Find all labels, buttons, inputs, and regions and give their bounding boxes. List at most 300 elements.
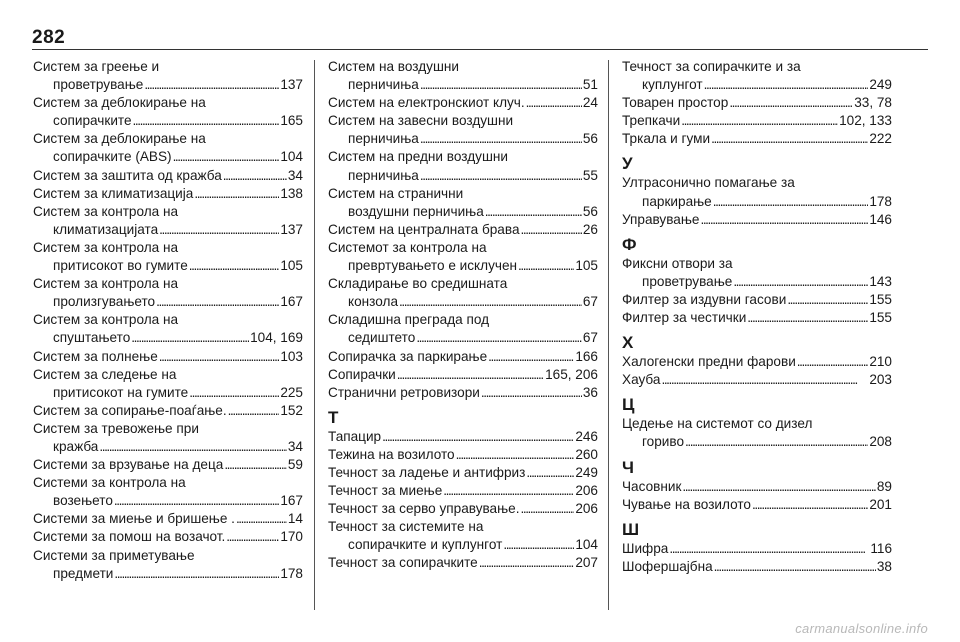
index-entry[interactable]: [328, 94, 598, 112]
dot-leader: [99, 438, 287, 456]
index-entry-line: [328, 554, 598, 572]
index-entry-text: Фиксни отвори за: [622, 255, 733, 271]
index-entry-pages[interactable]: 105: [280, 258, 303, 274]
index-entry-text: Системи за помош на возачот.: [33, 529, 226, 545]
index-entry-text: Течност за системите на: [328, 519, 484, 535]
index-entry-text: Сопирачка за паркирање: [328, 348, 488, 364]
index-entry-pages[interactable]: 104: [575, 537, 598, 553]
index-entry-pages[interactable]: 105: [575, 258, 598, 274]
dot-leader: [189, 257, 280, 275]
index-entry-text: Течност за сопирачките и за: [622, 59, 801, 74]
index-entry-line: [328, 311, 598, 329]
dot-leader: [224, 456, 287, 474]
index-entry[interactable]: [622, 496, 892, 514]
index-letter-heading: Ф: [622, 234, 637, 254]
index-entry-pages[interactable]: 89: [876, 478, 892, 494]
index-entry-text: Систем на воздушни: [328, 59, 459, 74]
index-entry-line: [622, 371, 892, 389]
index-entry-text: Систем за заштита од кражба: [33, 167, 222, 183]
dot-leader: [226, 528, 279, 546]
index-entry-text: седиштето: [348, 330, 416, 346]
index-entry-text: спуштањето: [53, 330, 131, 346]
index-entry-text: притисокот на гумите: [53, 384, 189, 400]
index-entry[interactable]: [328, 446, 598, 464]
index-entry-pages[interactable]: 225: [280, 384, 303, 400]
index-entry-line: [33, 167, 303, 185]
index-entry-pages[interactable]: 102, 133: [839, 113, 892, 129]
index-entry-pages[interactable]: 210: [869, 354, 892, 370]
index-entry-text: Хауба: [622, 372, 661, 388]
index-entry-line: [622, 273, 892, 291]
index-entry-pages[interactable]: 201: [869, 496, 892, 512]
index-entry[interactable]: [33, 275, 303, 311]
index-entry-text: паркирање: [642, 193, 712, 209]
index-entry-line: [33, 203, 303, 221]
dot-leader: [669, 540, 869, 558]
index-entry[interactable]: [328, 428, 598, 446]
index-entry-line: [328, 482, 598, 500]
index-entry-pages[interactable]: 104, 169: [250, 330, 303, 346]
index-entry-pages[interactable]: 249: [869, 77, 892, 93]
index-entry-pages[interactable]: 152: [280, 402, 303, 418]
index-entry-pages[interactable]: 36: [582, 384, 598, 400]
dot-leader: [399, 293, 582, 311]
index-entry[interactable]: [622, 478, 892, 496]
dot-leader: [711, 130, 868, 148]
dot-leader: [114, 565, 279, 583]
index-entry-pages[interactable]: 137: [280, 221, 303, 237]
index-entry-pages[interactable]: 24: [582, 95, 598, 111]
index-entry-text: Тркала и гуми: [622, 131, 711, 147]
index-entry-line: [328, 221, 598, 239]
index-entry[interactable]: [33, 420, 303, 456]
index-entry-line: [622, 415, 892, 433]
index-entry[interactable]: [328, 500, 598, 518]
index-entry-pages[interactable]: 38: [876, 558, 892, 574]
index-entry-line: [328, 384, 598, 402]
index-entry-line: [328, 239, 598, 257]
index-entry-pages[interactable]: 207: [575, 555, 598, 571]
dot-leader: [747, 309, 868, 327]
index-entry[interactable]: [622, 540, 892, 558]
index-entry[interactable]: [622, 211, 892, 229]
dot-leader: [223, 167, 287, 185]
index-entry-text: Систем за контрола на: [33, 276, 179, 292]
index-entry-text: Складирање во средишната: [328, 276, 508, 292]
dot-leader: [521, 221, 582, 239]
index-entry-text: Чување на возилото: [622, 496, 751, 512]
index-entry-line: [33, 565, 303, 583]
index-entry-text: сопирачките: [53, 113, 132, 129]
index-entry-line: [328, 185, 598, 203]
index-entry-pages[interactable]: 167: [280, 294, 303, 310]
index-letter-heading: У: [622, 154, 633, 174]
index-entry-text: гориво: [642, 434, 685, 450]
index-entry-line: [328, 500, 598, 518]
dot-leader: [131, 329, 249, 347]
index-entry-line: [33, 492, 303, 510]
index-entry-pages[interactable]: 14: [287, 511, 303, 527]
dot-leader: [443, 482, 574, 500]
dot-leader: [661, 371, 868, 389]
index-entry-pages[interactable]: 165, 206: [545, 366, 598, 382]
index-entry-text: Систем за контрола на: [33, 239, 179, 255]
index-entry-line: [328, 464, 598, 482]
index-entry-line: [328, 329, 598, 347]
dot-leader: [682, 478, 875, 496]
index-entry-line: [622, 291, 892, 309]
index-column-2: [328, 58, 598, 573]
index-entry-text: Сопирачки: [328, 366, 396, 382]
index-entry[interactable]: [33, 185, 303, 203]
index-entry-line: [328, 428, 598, 446]
dot-leader: [420, 130, 582, 148]
index-entry[interactable]: [33, 528, 303, 546]
index-entry[interactable]: [328, 554, 598, 572]
index-entry-line: [622, 193, 892, 211]
index-entry-text: пролизгувањето: [53, 294, 156, 310]
index-entry-pages[interactable]: 203: [869, 372, 892, 388]
index-entry[interactable]: [33, 203, 303, 239]
dot-leader: [133, 112, 280, 130]
index-entry-pages[interactable]: 143: [869, 273, 892, 289]
dot-leader: [521, 500, 575, 518]
dot-leader: [481, 384, 582, 402]
index-entry-line: [33, 402, 303, 420]
index-column-3: [622, 58, 892, 576]
index-entry-text: Халогенски предни фарови: [622, 354, 796, 370]
index-entry-text: Систем за сопирање-поаѓање.: [33, 402, 227, 418]
watermark: carmanualsonline.info: [795, 621, 928, 636]
index-entry-line: [328, 112, 598, 130]
index-entry-line: [33, 311, 303, 329]
dot-leader: [420, 76, 582, 94]
dot-leader: [681, 112, 838, 130]
index-entry-line: [328, 257, 598, 275]
index-entry[interactable]: [328, 518, 598, 554]
index-entry-line: [328, 130, 598, 148]
index-entry-pages[interactable]: 208: [869, 434, 892, 450]
index-entry-pages[interactable]: 59: [287, 457, 303, 473]
index-entry-text: Систем за тревожење при: [33, 420, 199, 436]
dot-leader: [144, 76, 279, 94]
index-entry-line: [33, 112, 303, 130]
index-entry[interactable]: [33, 167, 303, 185]
index-entry-text: Системи за миење и бришење .: [33, 511, 235, 527]
index-entry-line: [328, 76, 598, 94]
dot-leader: [416, 329, 582, 347]
dot-leader: [420, 167, 582, 185]
index-entry-text: перничиња: [348, 167, 419, 183]
index-entry-line: [622, 433, 892, 451]
index-entry-line: [33, 148, 303, 166]
index-entry[interactable]: [328, 366, 598, 384]
column-divider: [314, 60, 315, 610]
index-entry[interactable]: [328, 482, 598, 500]
index-entry-text: возењето: [53, 493, 113, 509]
index-entry-text: Шофершајбна: [622, 558, 713, 574]
index-entry-text: Систем на електронскиот клуч.: [328, 95, 525, 111]
index-entry-line: [33, 547, 303, 565]
index-entry-pages[interactable]: 56: [582, 131, 598, 147]
index-entry-pages[interactable]: 33, 78: [854, 95, 892, 111]
dot-leader: [173, 148, 280, 166]
index-entry-pages[interactable]: 170: [280, 529, 303, 545]
dot-leader: [159, 348, 280, 366]
index-entry-pages[interactable]: 104: [280, 149, 303, 165]
index-entry-line: [33, 420, 303, 438]
index-entry-text: Течност за сопирачките: [328, 555, 478, 571]
page-number: 282: [32, 27, 66, 48]
dot-leader: [518, 257, 574, 275]
index-entry-text: превртувањето е исклучен: [348, 258, 518, 274]
dot-leader: [752, 496, 868, 514]
index-entry-text: Систем на странични: [328, 185, 464, 201]
dot-leader: [797, 353, 869, 371]
index-entry-pages[interactable]: 178: [280, 565, 303, 581]
index-entry[interactable]: [33, 348, 303, 366]
dot-leader: [704, 76, 869, 94]
index-entry-text: Системи за врзување на деца: [33, 457, 224, 473]
index-entry-pages[interactable]: 34: [287, 167, 303, 183]
index-entry-text: Тапацир: [328, 428, 382, 444]
dot-leader: [159, 221, 279, 239]
index-entry-text: Складишна преграда под: [328, 312, 490, 328]
index-entry-text: Цедење на системот со дизел: [622, 416, 813, 432]
index-entry-text: куплунгот: [642, 77, 703, 93]
index-entry[interactable]: [622, 371, 892, 389]
index-entry-text: сопирачките (ABS): [53, 149, 172, 165]
index-entry-pages[interactable]: 67: [582, 330, 598, 346]
index-entry-text: Течност за ладење и антифриз: [328, 464, 526, 480]
index-entry-text: Системи за контрола на: [33, 475, 186, 491]
index-entry-text: Систем за деблокирање на: [33, 95, 206, 111]
index-entry-line: [622, 76, 892, 94]
index-entry-text: проветрување: [53, 77, 144, 93]
index-entry-text: Систем за полнење: [33, 348, 158, 364]
index-entry-text: конзола: [348, 294, 399, 310]
dot-leader: [787, 291, 868, 309]
index-entry-line: [328, 94, 598, 112]
index-letter-heading: Ч: [622, 457, 634, 477]
dot-leader: [189, 384, 279, 402]
index-entry-line: [33, 510, 303, 528]
index-entry-text: Ултрасонично помагање за: [622, 175, 795, 191]
index-entry-pages[interactable]: 116: [870, 540, 892, 556]
index-entry-text: предмети: [53, 565, 114, 581]
index-entry[interactable]: [328, 58, 598, 94]
index-entry-pages[interactable]: 246: [575, 428, 598, 444]
dot-leader: [526, 94, 582, 112]
index-entry-pages[interactable]: 56: [582, 203, 598, 219]
index-entry-line: [328, 58, 598, 76]
index-entry-text: сопирачките и куплунгот: [348, 537, 503, 553]
index-entry-text: кражба: [53, 438, 99, 454]
index-entry-text: Системот за контрола на: [328, 239, 487, 255]
index-entry[interactable]: [622, 94, 892, 112]
index-entry[interactable]: [622, 353, 892, 371]
index-entry-line: [622, 58, 892, 76]
index-entry[interactable]: [622, 112, 892, 130]
index-entry-pages[interactable]: 55: [582, 167, 598, 183]
index-entry[interactable]: [622, 291, 892, 309]
index-entry[interactable]: [622, 558, 892, 576]
index-entry[interactable]: [328, 464, 598, 482]
index-entry-line: [622, 174, 892, 192]
index-entry-line: [622, 255, 892, 273]
dot-leader: [700, 211, 868, 229]
index-entry-pages[interactable]: 260: [575, 446, 598, 462]
dot-leader: [194, 185, 279, 203]
index-entry-text: климатизацијата: [53, 221, 159, 237]
index-entry-pages[interactable]: 155: [869, 291, 892, 307]
index-entry-text: Товарен простор: [622, 95, 729, 111]
index-entry-line: [328, 536, 598, 554]
index-entry-line: [328, 203, 598, 221]
index-entry-pages[interactable]: 146: [869, 211, 892, 227]
index-entry-line: [622, 130, 892, 148]
index-entry-pages[interactable]: 67: [582, 294, 598, 310]
index-entry-line: [33, 293, 303, 311]
index-entry[interactable]: [622, 309, 892, 327]
index-entry[interactable]: [328, 384, 598, 402]
index-entry[interactable]: [328, 275, 598, 311]
index-entry-line: [328, 446, 598, 464]
index-entry-line: [622, 353, 892, 371]
index-entry-pages[interactable]: 222: [869, 131, 892, 147]
index-entry-line: [33, 130, 303, 148]
index-entry-line: [328, 293, 598, 311]
index-entry[interactable]: [33, 94, 303, 130]
index-entry-pages[interactable]: 249: [575, 464, 598, 480]
dot-leader: [503, 536, 574, 554]
index-entry[interactable]: [622, 255, 892, 291]
index-entry[interactable]: [328, 311, 598, 347]
index-entry-line: [622, 309, 892, 327]
index-entry-text: Течност за миење: [328, 483, 443, 499]
dot-leader: [685, 433, 868, 451]
index-entry-line: [33, 185, 303, 203]
index-entry[interactable]: [622, 415, 892, 451]
index-entry-text: воздушни перничиња: [348, 203, 484, 219]
dot-leader: [236, 510, 287, 528]
index-entry-line: [33, 221, 303, 239]
index-entry-text: Шифра: [622, 540, 669, 556]
dot-leader: [114, 492, 279, 510]
dot-leader: [713, 193, 869, 211]
index-entry-line: [33, 528, 303, 546]
index-entry-line: [33, 76, 303, 94]
index-entry-text: Систем за контрола на: [33, 203, 179, 219]
index-entry[interactable]: [328, 148, 598, 184]
index-entry[interactable]: [33, 366, 303, 402]
index-entry-line: [33, 329, 303, 347]
index-entry-pages[interactable]: 138: [280, 185, 303, 201]
index-entry-line: [33, 474, 303, 492]
index-entry-text: Филтер за издувни гасови: [622, 291, 787, 307]
index-entry-line: [328, 518, 598, 536]
index-entry-pages[interactable]: 206: [575, 483, 598, 499]
index-entry-line: [33, 239, 303, 257]
dot-leader: [397, 366, 544, 384]
dot-leader: [156, 293, 279, 311]
index-entry-line: [328, 275, 598, 293]
index-entry-text: Тежина на возилото: [328, 446, 455, 462]
index-entry-text: Филтер за честички: [622, 310, 747, 326]
index-entry[interactable]: [622, 58, 892, 94]
index-entry-text: Течност за серво управување.: [328, 501, 520, 517]
index-entry-pages[interactable]: 167: [280, 493, 303, 509]
index-entry[interactable]: [33, 130, 303, 166]
header-rule: [32, 49, 928, 50]
index-entry-text: Часовник: [622, 478, 682, 494]
index-entry-line: [328, 366, 598, 384]
index-entry-pages[interactable]: 26: [582, 221, 598, 237]
index-entry-line: [33, 456, 303, 474]
index-entry-line: [33, 58, 303, 76]
index-entry-pages[interactable]: 137: [280, 77, 303, 93]
index-entry[interactable]: [33, 474, 303, 510]
index-entry[interactable]: [328, 348, 598, 366]
index-entry-line: [33, 366, 303, 384]
index-entry-pages[interactable]: 155: [869, 310, 892, 326]
index-entry-text: Систем на централната брава: [328, 221, 520, 237]
index-entry[interactable]: [33, 547, 303, 583]
index-entry-text: Странични ретровизори: [328, 384, 480, 400]
index-entry-pages[interactable]: 51: [582, 77, 598, 93]
index-entry[interactable]: [33, 58, 303, 94]
index-column-1: [33, 58, 303, 583]
index-entry[interactable]: [328, 112, 598, 148]
index-entry[interactable]: [328, 185, 598, 221]
index-entry[interactable]: [328, 239, 598, 275]
index-entry[interactable]: [33, 510, 303, 528]
dot-leader: [488, 348, 574, 366]
dot-leader: [714, 558, 876, 576]
index-entry[interactable]: [33, 456, 303, 474]
index-entry[interactable]: [33, 239, 303, 275]
index-letter-heading: Х: [622, 333, 634, 353]
index-entry-pages[interactable]: 206: [575, 501, 598, 517]
index-entry[interactable]: [328, 221, 598, 239]
index-entry-line: [328, 148, 598, 166]
index-entry[interactable]: [33, 311, 303, 347]
column-divider: [608, 60, 609, 610]
index-entry-line: [622, 496, 892, 514]
index-entry-pages[interactable]: 178: [869, 193, 892, 209]
index-entry[interactable]: [622, 174, 892, 210]
index-entry-line: [328, 348, 598, 366]
dot-leader: [479, 554, 575, 572]
index-entry-line: [622, 478, 892, 496]
index-entry-pages[interactable]: 166: [575, 348, 598, 364]
index-entry-line: [622, 112, 892, 130]
index-entry-pages[interactable]: 165: [280, 113, 303, 129]
index-letter-heading: Ц: [622, 395, 635, 415]
dot-leader: [382, 428, 574, 446]
index-entry-line: [33, 94, 303, 112]
index-entry-pages[interactable]: 103: [280, 348, 303, 364]
index-entry-line: [622, 540, 892, 558]
index-entry[interactable]: [622, 130, 892, 148]
index-entry-line: [33, 438, 303, 456]
index-entry-pages[interactable]: 34: [287, 438, 303, 454]
index-entry-text: перничиња: [348, 131, 419, 147]
index-entry-line: [33, 384, 303, 402]
index-entry-text: Трепкачи: [622, 113, 681, 129]
index-entry[interactable]: [33, 402, 303, 420]
index-entry-text: Систем на предни воздушни: [328, 149, 508, 165]
